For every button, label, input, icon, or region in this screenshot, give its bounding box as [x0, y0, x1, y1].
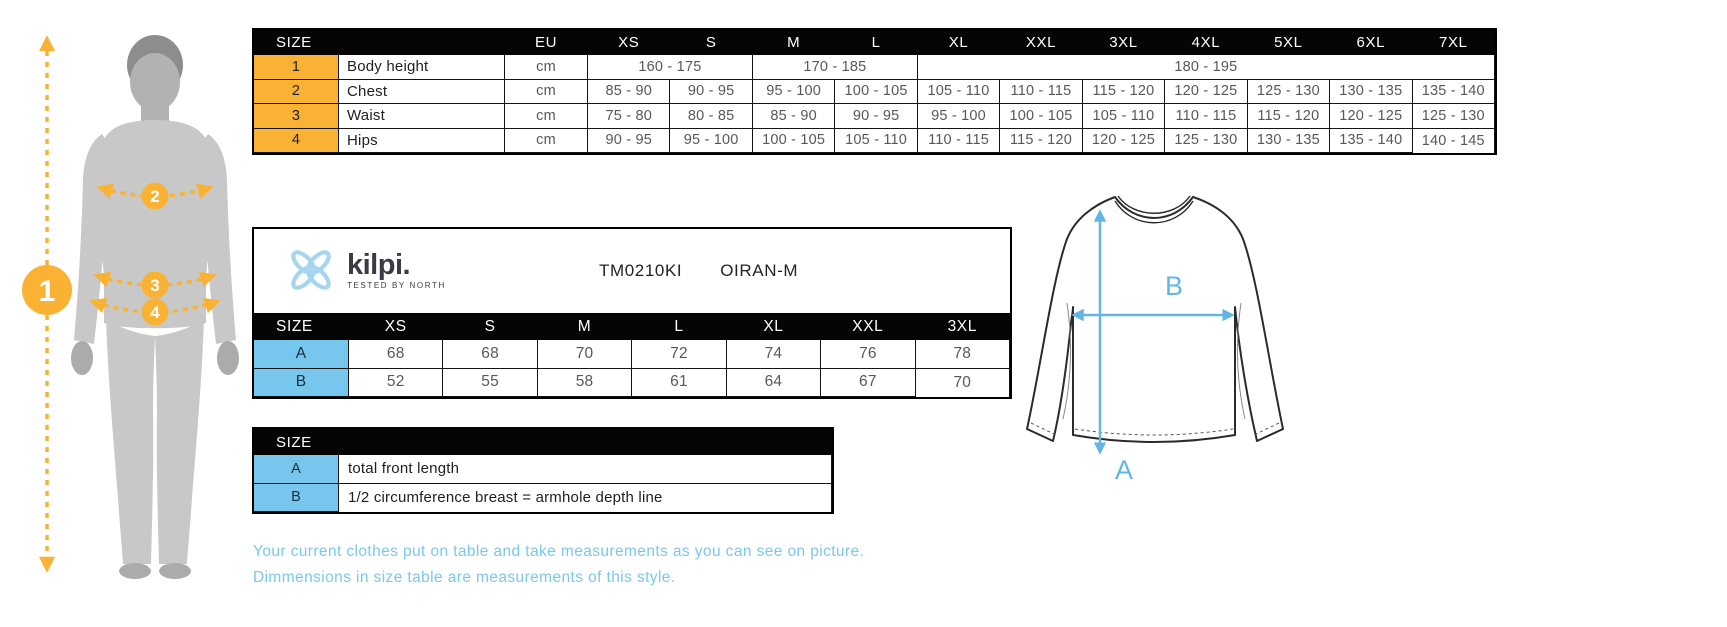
figure-left-leg [106, 318, 155, 564]
range-value-cell: 180 - 195 [918, 55, 1495, 80]
size-chart-header-l: L [835, 30, 917, 55]
row-number-cell: 4 [254, 129, 339, 154]
caption-line-2: Dimmensions in size table are measurements of this style. [253, 569, 676, 586]
product-size-table [254, 313, 1010, 397]
product-header-s: S [443, 314, 537, 340]
product-header-3xl: 3XL [916, 314, 1010, 340]
range-value-cell: 85 - 90 [753, 104, 835, 129]
product-header-m: M [538, 314, 632, 340]
product-card-header [254, 229, 1010, 313]
range-value-cell: 95 - 100 [753, 80, 835, 105]
body-measurement-figure [18, 18, 250, 586]
dimension-value-cell: 55 [443, 369, 537, 398]
brand-tagline: TESTED BY NORTH [347, 281, 446, 290]
size-chart-header-m: M [753, 30, 835, 55]
measurement-name-cell: Chest [339, 80, 505, 105]
range-value-cell: 90 - 95 [670, 80, 752, 105]
range-value-cell: 125 - 130 [1413, 104, 1495, 129]
range-value-cell: 90 - 95 [835, 104, 917, 129]
range-value-cell: 135 - 140 [1330, 129, 1412, 154]
range-value-cell: 120 - 125 [1165, 80, 1247, 105]
product-header-size: SIZE [254, 314, 349, 340]
range-value-cell: 80 - 85 [670, 104, 752, 129]
shirt-label-b: B [1165, 271, 1184, 301]
legend-description-cell: total front length [339, 455, 832, 484]
unit-cell: cm [505, 129, 588, 154]
range-value-cell: 100 - 105 [835, 80, 917, 105]
unit-cell: cm [505, 55, 588, 80]
range-value-cell: 120 - 125 [1330, 104, 1412, 129]
dimension-label-cell: B [254, 369, 349, 398]
range-value-cell: 90 - 95 [588, 129, 670, 154]
dimension-value-cell: 72 [632, 340, 726, 369]
product-header-l: L [632, 314, 726, 340]
dimension-value-cell: 67 [821, 369, 915, 398]
size-chart-header-3xl: 3XL [1083, 30, 1165, 55]
figure-left-arm [74, 134, 106, 344]
svg-text:3: 3 [150, 276, 160, 296]
measurement-marker-2 [142, 183, 169, 210]
size-chart-header-xs: XS [588, 30, 670, 55]
measurement-name-cell: Body height [339, 55, 505, 80]
measurement-marker-3 [142, 272, 169, 299]
legend-table [252, 427, 834, 514]
range-value-cell: 115 - 120 [1000, 129, 1082, 154]
caption-line-1: Your current clothes put on table and take measurements as you can see on picture. [253, 543, 865, 560]
range-value-cell: 125 - 130 [1248, 80, 1330, 105]
dimension-value-cell: 68 [443, 340, 537, 369]
range-value-cell: 135 - 140 [1413, 80, 1495, 105]
row-number-cell: 3 [254, 104, 339, 129]
range-value-cell: 100 - 105 [753, 129, 835, 154]
measurement-name-cell: Hips [339, 129, 505, 154]
measurement-marker-4 [142, 299, 169, 326]
size-chart-header-5xl: 5XL [1248, 30, 1330, 55]
figure-right-leg [155, 318, 204, 564]
size-chart-header-7xl: 7XL [1413, 30, 1495, 55]
product-header-xxl: XXL [821, 314, 915, 340]
row-number-cell: 1 [254, 55, 339, 80]
shirt-label-a: A [1115, 455, 1134, 485]
unit-cell: cm [505, 104, 588, 129]
product-code: TM0210KI [599, 261, 683, 280]
size-chart-header-xl: XL [918, 30, 1000, 55]
range-value-cell: 105 - 110 [835, 129, 917, 154]
size-chart-header-s: S [670, 30, 752, 55]
measurement-marker-1 [22, 265, 72, 315]
row-number-cell: 2 [254, 80, 339, 105]
figure-right-arm [204, 134, 236, 344]
unit-cell: cm [505, 80, 588, 105]
product-style-name: OIRAN-M [720, 261, 799, 280]
range-value-cell: 120 - 125 [1083, 129, 1165, 154]
range-value-cell: 85 - 90 [588, 80, 670, 105]
legend-description-cell: 1/2 circumference breast = armhole depth line [339, 484, 832, 513]
svg-text:4: 4 [150, 303, 160, 323]
dimension-value-cell: 76 [821, 340, 915, 369]
range-value-cell: 170 - 185 [753, 55, 918, 80]
shirt-outline [1027, 196, 1283, 442]
legend-header-size: SIZE [254, 429, 832, 455]
measurement-name-cell: Waist [339, 104, 505, 129]
range-value-cell: 115 - 120 [1248, 104, 1330, 129]
dimension-value-cell: 70 [538, 340, 632, 369]
size-chart-header-4xl: 4XL [1165, 30, 1247, 55]
range-value-cell: 95 - 100 [670, 129, 752, 154]
range-value-cell: 110 - 115 [918, 129, 1000, 154]
size-chart-header-size: SIZE [254, 30, 505, 55]
range-value-cell: 105 - 110 [918, 80, 1000, 105]
range-value-cell: 115 - 120 [1083, 80, 1165, 105]
range-value-cell: 100 - 105 [1000, 104, 1082, 129]
range-value-cell: 160 - 175 [588, 55, 753, 80]
size-chart-header-eu: EU [505, 30, 588, 55]
legend-label-cell: B [254, 484, 339, 513]
range-value-cell: 125 - 130 [1165, 129, 1247, 154]
range-value-cell: 110 - 115 [1165, 104, 1247, 129]
size-chart-table [252, 28, 1497, 155]
kilpi-knot-icon [284, 243, 338, 297]
product-size-card [252, 227, 1012, 399]
dimension-value-cell: 58 [538, 369, 632, 398]
brand-logo [284, 243, 446, 297]
dimension-value-cell: 78 [916, 340, 1010, 369]
product-header-xl: XL [727, 314, 821, 340]
dimension-label-cell: A [254, 340, 349, 369]
dimension-value-cell: 68 [349, 340, 443, 369]
size-chart-header-6xl: 6XL [1330, 30, 1412, 55]
dimension-value-cell: 64 [727, 369, 821, 398]
product-header-xs: XS [349, 314, 443, 340]
range-value-cell: 140 - 145 [1413, 129, 1495, 154]
shirt-diagram [1015, 183, 1305, 488]
range-value-cell: 105 - 110 [1083, 104, 1165, 129]
product-title [599, 229, 798, 313]
dimension-value-cell: 74 [727, 340, 821, 369]
range-value-cell: 130 - 135 [1330, 80, 1412, 105]
legend-label-cell: A [254, 455, 339, 484]
range-value-cell: 110 - 115 [1000, 80, 1082, 105]
range-value-cell: 130 - 135 [1248, 129, 1330, 154]
svg-text:2: 2 [150, 187, 160, 207]
size-chart-header-xxl: XXL [1000, 30, 1082, 55]
dimension-value-cell: 52 [349, 369, 443, 398]
range-value-cell: 75 - 80 [588, 104, 670, 129]
range-value-cell: 95 - 100 [918, 104, 1000, 129]
brand-name: kilpi. [347, 249, 411, 281]
dimension-value-cell: 70 [916, 369, 1010, 398]
dimension-value-cell: 61 [632, 369, 726, 398]
svg-text:1: 1 [38, 274, 56, 308]
